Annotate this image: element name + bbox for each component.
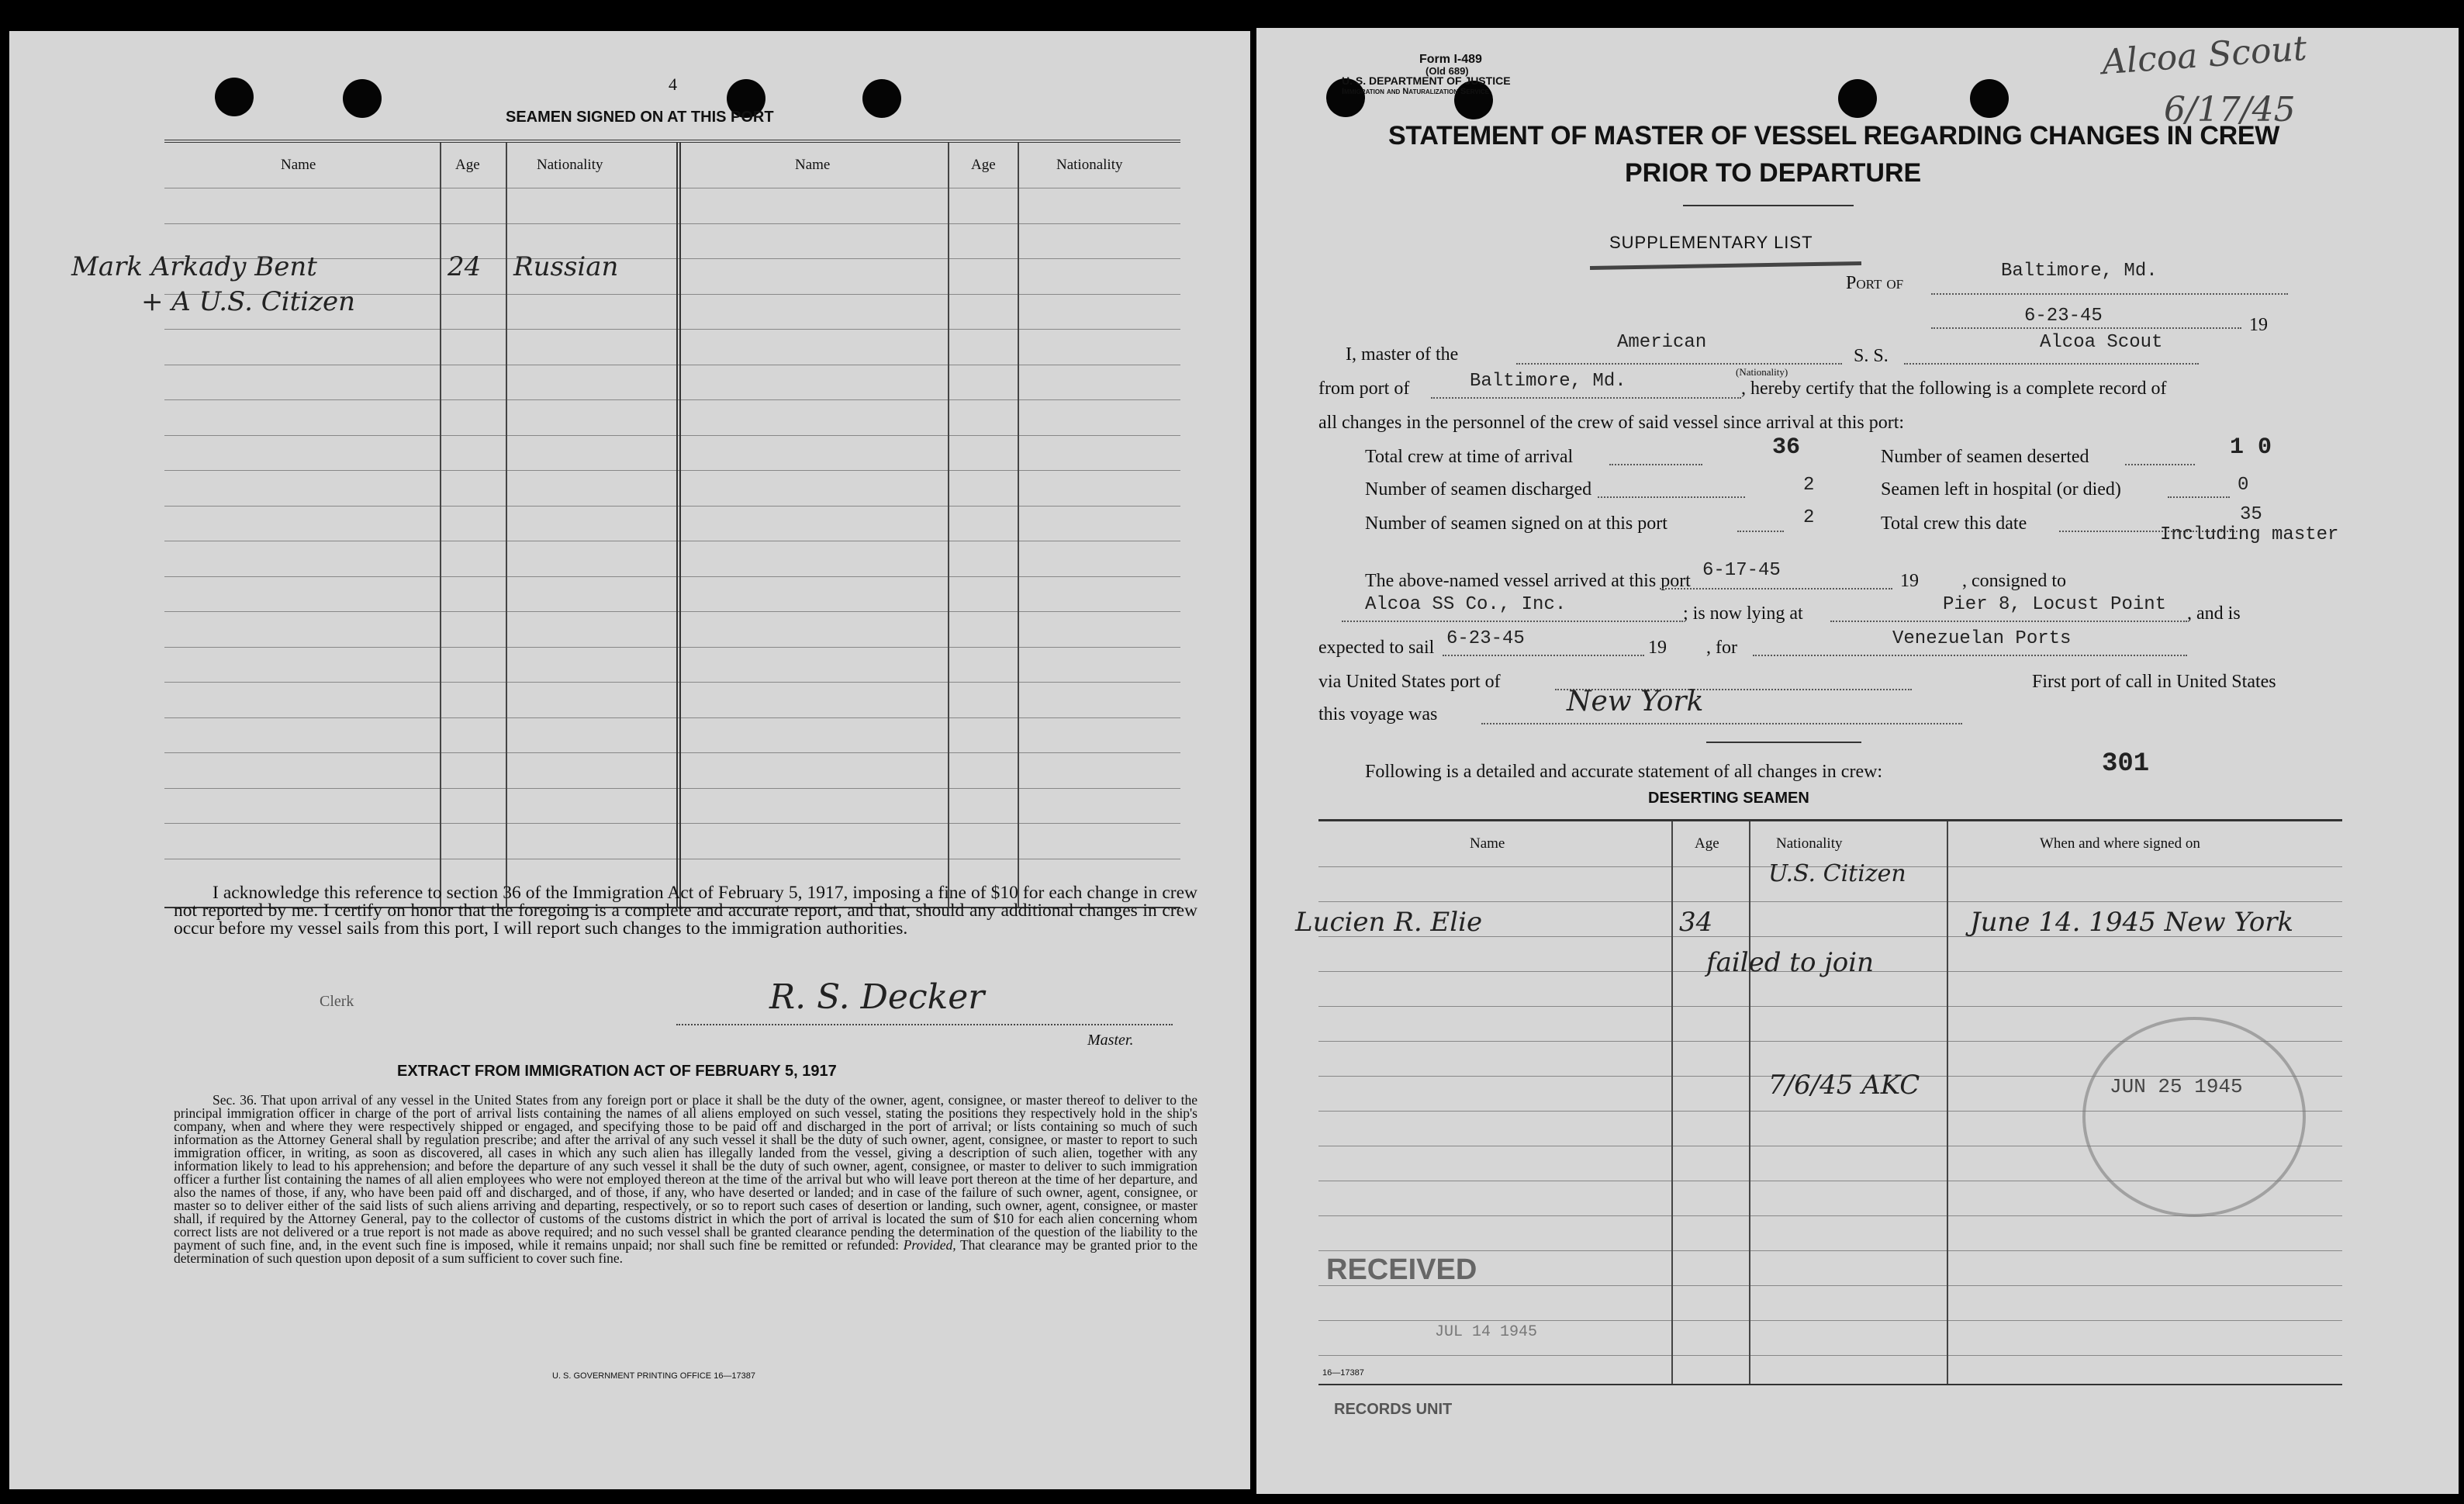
port-of-label: Port of xyxy=(1846,273,1904,293)
stamp-date: JUN 25 1945 xyxy=(2110,1075,2243,1098)
form-number: Form I-489 xyxy=(1419,53,1482,66)
punch-hole xyxy=(215,78,254,116)
following-label: Following is a detailed and accurate statement of all changes in crew: xyxy=(1365,762,1883,782)
table-rule xyxy=(164,506,1180,507)
col-divider xyxy=(1947,821,1948,1384)
table-rule xyxy=(164,752,1180,753)
col-header: Name xyxy=(1470,835,1505,852)
arrived-value: 6-17-45 xyxy=(1702,560,1781,581)
deserted-value: 1 0 xyxy=(2230,434,2272,461)
col-header: Nationality xyxy=(1056,157,1123,173)
clerk-label: Clerk xyxy=(320,993,354,1010)
from-port-line xyxy=(1431,397,1741,399)
and-is: , and is xyxy=(2187,603,2241,624)
arrived-label: The above-named vessel arrived at this port xyxy=(1365,571,1691,591)
voyage-label: this voyage was xyxy=(1318,704,1438,724)
lying-value: Pier 8, Locust Point xyxy=(1943,594,2167,615)
supplementary-list: SUPPLEMENTARY LIST xyxy=(1609,233,1813,252)
expected-value: 6-23-45 xyxy=(1446,628,1525,649)
deserted-label: Number of seamen deserted xyxy=(1881,447,2089,467)
lying-label: ; is now lying at xyxy=(1683,603,1803,624)
col-header: When and where signed on xyxy=(2040,835,2200,852)
deserter-nationality: U.S. Citizen xyxy=(1768,860,1906,887)
nationality-caption: (Nationality) xyxy=(1736,366,1788,378)
date-line xyxy=(1931,327,2241,329)
voyage-line xyxy=(1481,723,1962,724)
table-rule xyxy=(164,576,1180,577)
deserter-age: 34 xyxy=(1679,907,1713,938)
including-master: Including master xyxy=(2160,524,2339,545)
form-old: (Old 689) xyxy=(1426,65,1469,77)
expected-line xyxy=(1443,655,1644,656)
table-rule xyxy=(164,399,1180,400)
date-value: 6-23-45 xyxy=(2024,306,2103,327)
initials-note: 7/6/45 AKC xyxy=(1768,1070,1920,1101)
left-title: SEAMEN SIGNED ON AT THIS PORT xyxy=(506,109,774,126)
year-suffix: 19 xyxy=(2249,315,2268,335)
date-stamp xyxy=(2082,1017,2306,1217)
sec-label: Sec. 36. xyxy=(213,1092,257,1108)
punch-hole xyxy=(343,79,382,118)
section-rule xyxy=(1706,742,1861,743)
service: Immigration and Naturalization Service xyxy=(1342,87,1490,96)
entry-age: 24 xyxy=(448,251,482,282)
annotation-date: 6/17/45 xyxy=(2164,90,2296,130)
col-header: Age xyxy=(455,157,480,173)
table-rule xyxy=(164,717,1180,718)
signed-on-label: Number of seamen signed on at this port xyxy=(1365,513,1667,534)
leader-dots xyxy=(1609,464,1702,465)
first-port-label: First port of call in United States xyxy=(2032,672,2276,692)
master-signature: R. S. Decker xyxy=(769,977,985,1017)
for-line xyxy=(1753,655,2187,656)
leader-dots xyxy=(1737,531,1784,532)
master-label: Master. xyxy=(1087,1032,1134,1049)
certify-text: , hereby certify that the following is a complete record of xyxy=(1741,379,2167,399)
title-rule xyxy=(1683,205,1854,206)
consignee-line xyxy=(1342,621,1683,622)
table-rule xyxy=(1318,1320,2342,1321)
table-rule xyxy=(164,223,1180,224)
col-header: Name xyxy=(795,157,831,173)
col-header: Age xyxy=(971,157,996,173)
total-date-value: 35 xyxy=(2240,504,2262,525)
acknowledge-text: I acknowledge this reference to section 36 of the Immigration Act of February 5, 1917, imposing a fine of $10 for each change in crew not reported by me. I certify on honor that the foregoing is a complete and accurate report, and that, should any additional changes in crew occur before my vessel sails from this port, I will report such changes to the immigration authorities. xyxy=(174,883,1197,939)
table-rule xyxy=(164,470,1180,471)
entry-name-note: + A U.S. Citizen xyxy=(141,286,356,317)
via-label: via United States port of xyxy=(1318,672,1501,692)
col-divider xyxy=(676,143,681,907)
arrived-year: 19 xyxy=(1900,571,1919,591)
table-rule xyxy=(1318,1006,2342,1007)
nationality-line xyxy=(1516,363,1842,365)
annotation-vessel: Alcoa Scout xyxy=(2100,28,2308,83)
deserting-title: DESERTING SEAMEN xyxy=(1648,790,1809,807)
from-port-label: from port of xyxy=(1318,379,1410,399)
sec-end: That clearance may be granted prior to the determination of such question upon deposit of a sum sufficient to cover such fine. xyxy=(174,1237,1198,1266)
col-divider xyxy=(506,143,507,907)
form-title-2: PRIOR TO DEPARTURE xyxy=(1625,158,1922,188)
col-divider xyxy=(1018,143,1019,907)
port-of-value: Baltimore, Md. xyxy=(2001,261,2158,282)
consigned-label: , consigned to xyxy=(1962,571,2066,591)
deserter-note: failed to join xyxy=(1706,947,1875,978)
table-rule xyxy=(164,647,1180,648)
table-rule xyxy=(164,329,1180,330)
right-page xyxy=(1256,28,2459,1494)
page-number: 4 xyxy=(669,74,677,94)
received-stamp: RECEIVED xyxy=(1326,1253,1477,1286)
master-of-label: I, master of the xyxy=(1346,344,1459,365)
signed-on-value: 2 xyxy=(1803,507,1815,528)
discharged-label: Number of seamen discharged xyxy=(1365,479,1592,500)
all-changes-text: all changes in the personnel of the crew of said vessel since arrival at this port: xyxy=(1318,413,1905,433)
voyage-value: New York xyxy=(1567,686,1704,717)
deserter-name: Lucien R. Elie xyxy=(1295,907,1483,938)
nationality-value: American xyxy=(1617,332,1707,353)
expected-year: 19 xyxy=(1648,638,1667,658)
punch-hole xyxy=(1970,79,2009,118)
table-rule xyxy=(1318,1355,2342,1356)
entry-nationality: Russian xyxy=(513,251,619,282)
records-unit: RECORDS UNIT xyxy=(1334,1401,1453,1418)
total-arrival-label: Total crew at time of arrival xyxy=(1365,447,1574,467)
sec-body: That upon arrival of any vessel in the United States from any foreign port or place it shall be the duty of the owner, agent, consignee, or master thereof to deliver to the principal immigration officer in charge of the port of arrival lists containing the names of all aliens employed on such vessel, stating the positions they respectively hold in the ship's company, when and where they were respectively shipped or engaged, and specifying those to be paid off and discharged in the port of arrival; or lists containing so much of such information as the Attorney General shall by regulation prescribe; and after the arrival of any such vessel it shall be the duty of such owner, agent, consignee, or master to report to such immigration officer, in writing, as soon as discovered, all cases in which any such alien has illegally landed from the vessel, giving a description of such alien, together with any information likely to lead to his apprehension; and before the departure of any such vessel it shall be the duty of such owner, agent, consignee, or master to deliver to such immigration officer a further list containing the names of all alien employees who were not employed thereon at the time of the arrival but who will leave port thereon at the time of her departure, and also the names of those, if any, who have been paid off and discharged, and of those, if any, who have deserted or landed; and in case of the failure of such owner, agent, consignee, or master so to deliver either of the said lists of such aliens arriving and departing, respectively, or so to report such cases of desertion or landing, such owner, agent, consignee, or master shall, if required by the Attorney General, pay to the collector of customs of the customs district in which the port of arrival is located the sum of $10 for each alien concerning whom correct lists are not delivered or a true report is not made as above required; and no such vessel shall be granted clearance pending the determination of the question of the liability to the payment of such fine, and, in the event such fine is imposed, while it remains unpaid; nor shall such fine be remitted or refunded: xyxy=(174,1092,1197,1253)
from-port-value: Baltimore, Md. xyxy=(1470,371,1626,392)
consignee-value: Alcoa SS Co., Inc. xyxy=(1365,594,1567,615)
punch-hole xyxy=(1838,79,1877,118)
table-rule xyxy=(164,823,1180,824)
total-arrival-value: 36 xyxy=(1772,434,1801,461)
vessel-line xyxy=(1904,363,2199,365)
table-rule xyxy=(1318,1250,2342,1251)
left-page xyxy=(9,31,1250,1489)
vessel-value: Alcoa Scout xyxy=(2040,332,2163,353)
col-divider xyxy=(1671,821,1673,1384)
form-title: STATEMENT OF MASTER OF VESSEL REGARDING CHANGES IN CREW xyxy=(1388,121,2279,150)
form-code: 16—17387 xyxy=(1322,1368,1364,1378)
sec-36-text xyxy=(174,1094,1197,1265)
extract-title: EXTRACT FROM IMMIGRATION ACT OF FEBRUARY 5, 1917 xyxy=(397,1063,837,1080)
port-of-line xyxy=(1931,293,2288,295)
table-rule xyxy=(164,682,1180,683)
deserter-signed-on: June 14. 1945 New York xyxy=(1970,907,2294,938)
col-divider xyxy=(1749,821,1750,1384)
table-rule xyxy=(1318,901,2342,902)
hospital-value: 0 xyxy=(2238,475,2249,496)
leader-dots xyxy=(1598,496,1745,498)
sec-provided: Provided, xyxy=(903,1237,956,1253)
discharged-value: 2 xyxy=(1803,475,1815,496)
col-header: Nationality xyxy=(537,157,603,173)
printing-office: U. S. GOVERNMENT PRINTING OFFICE 16—17387 xyxy=(552,1371,756,1381)
entry-name: Mark Arkady Bent xyxy=(71,251,317,282)
number-301: 301 xyxy=(2102,749,2150,779)
col-header: Name xyxy=(281,157,316,173)
received-date: JUL 14 1945 xyxy=(1435,1323,1538,1341)
hospital-label: Seamen left in hospital (or died) xyxy=(1881,479,2121,500)
lying-line xyxy=(1830,621,2187,622)
table-rule xyxy=(164,611,1180,612)
col-divider xyxy=(948,143,949,907)
for-value: Venezuelan Ports xyxy=(1892,628,2072,649)
col-header: Age xyxy=(1695,835,1719,852)
signature-line xyxy=(676,1024,1173,1025)
for-label: , for xyxy=(1706,638,1737,658)
punch-hole xyxy=(862,79,901,118)
signed-on-table xyxy=(71,140,1180,908)
total-date-label: Total crew this date xyxy=(1881,513,2027,534)
supplementary-strike xyxy=(1590,261,1861,270)
expected-label: expected to sail xyxy=(1318,638,1435,658)
leader-dots xyxy=(2125,464,2195,465)
table-rule xyxy=(164,788,1180,789)
table-rule xyxy=(164,435,1180,436)
col-header: Nationality xyxy=(1776,835,1843,852)
ss-label: S. S. xyxy=(1854,346,1889,366)
leader-dots xyxy=(2168,496,2230,498)
arrived-line xyxy=(1660,588,1892,589)
department: U. S. DEPARTMENT OF JUSTICE xyxy=(1342,74,1511,87)
col-divider xyxy=(440,143,441,907)
